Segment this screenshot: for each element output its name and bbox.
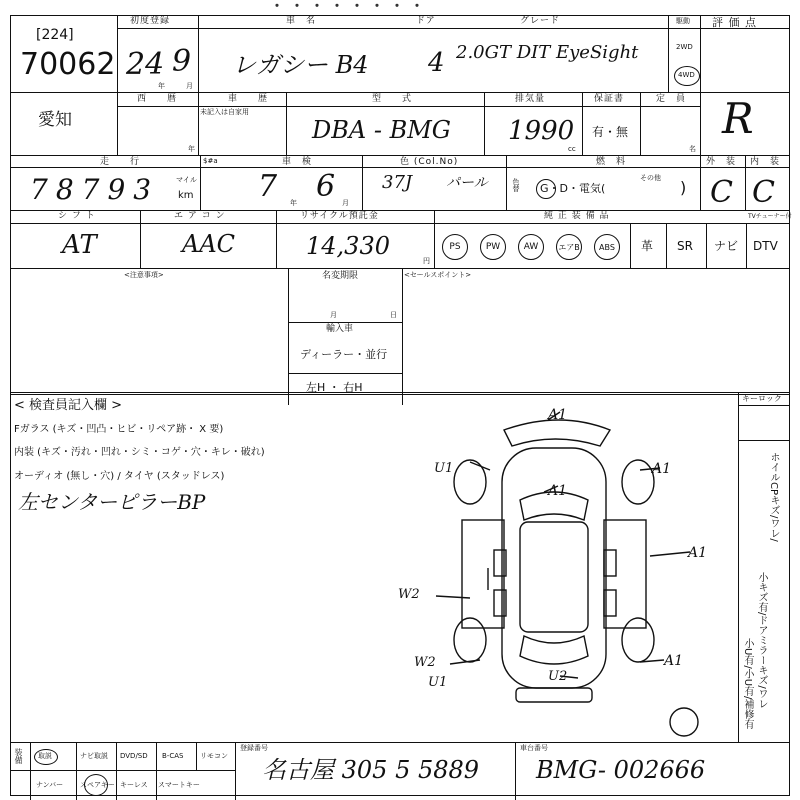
inspection-month: 6 [316, 169, 336, 204]
aircon-label: エ ア コ ン [174, 211, 226, 221]
plate-value: 名古屋 305 5 5889 [262, 756, 480, 784]
equipment-label: 純 正 装 備 品 [544, 211, 610, 221]
name-change-label: 名変期限 [322, 271, 359, 281]
import-label: 輸入車 [326, 324, 354, 334]
doors-value: 4 [428, 48, 445, 78]
mark-1: A1 [548, 407, 568, 423]
mark-6: A1 [688, 545, 708, 561]
rear-wing [504, 420, 610, 446]
equip-dtv: DTV [753, 239, 778, 253]
warranty-label: 保証書 [594, 94, 625, 104]
fuel-label: 燃 料 [596, 157, 627, 167]
legend-3: 小U有/小U有/補修有 [742, 638, 753, 730]
drive-label: 駆動 [676, 17, 690, 25]
era-label: 西 暦 [137, 94, 178, 104]
equip-navi: ナビ [714, 239, 739, 253]
sheet-title: ・・・・・・・・ [270, 0, 430, 15]
mileage-unit-km: km [178, 190, 194, 201]
inspection-year: 7 [258, 169, 278, 204]
inspection-year-unit: 年 [290, 199, 297, 207]
mark-4: U1 [434, 461, 454, 476]
inspector-handwritten: 左センターピラーBP [18, 490, 206, 514]
fuel-close: ) [680, 178, 687, 197]
drive-4wd: 4WD [678, 71, 695, 79]
bottom-item-manual: 取説 [38, 752, 52, 760]
era-unit: 年 [188, 145, 195, 153]
car-name: レガシー B4 [232, 51, 369, 79]
mark-9: U2 [548, 669, 568, 684]
exterior-value: C [710, 175, 733, 210]
color-label: 色 (Col.No) [400, 157, 459, 167]
first-reg-label: 初度登録 [130, 16, 171, 26]
car-name-label: 車 名 [286, 16, 317, 26]
score-value: R [722, 94, 754, 143]
mark-3: A1 [548, 483, 568, 499]
history-note: 未記入は自家用 [200, 108, 249, 116]
bottom-item-plate: ナンバー [36, 781, 64, 789]
inspector-audio: オーディオ (無し・穴) / タイヤ (スタッドレス) [14, 471, 225, 482]
name-change-day: 日 [390, 311, 397, 319]
sales-point-label: <セールスポイント> [404, 271, 472, 279]
shift-value: AT [62, 230, 97, 260]
right-panel [604, 520, 646, 628]
manual-circle [34, 749, 58, 765]
interior-label: 内 装 [750, 157, 781, 167]
aircon-value: AAC [182, 230, 236, 258]
mark-lines [436, 412, 690, 678]
bottom-item-remote: リモコン [200, 752, 228, 760]
capacity-unit: 名 [689, 145, 696, 153]
score-label: 評 価 点 [712, 16, 757, 29]
displacement-label: 排気量 [515, 94, 546, 104]
import-dealer: ディーラー・並行 [300, 348, 388, 361]
equip-pw: PW [480, 234, 506, 260]
recycle-unit: 円 [423, 257, 430, 265]
shift-label: シ フ ト [58, 211, 96, 221]
drive-2wd: 2WD [676, 43, 693, 51]
inspector-interior: 内装 (キズ・汚れ・凹れ・シミ・コゲ・穴・キレ・破れ) [14, 447, 265, 458]
bottom-item-keyless: キーレス [120, 781, 148, 789]
exterior-label: 外 装 [706, 157, 737, 167]
doors-label: ドア [416, 16, 436, 26]
first-reg-month-unit: 月 [186, 82, 193, 90]
inspection-month-unit: 月 [342, 199, 349, 207]
displacement-unit: cc [568, 145, 576, 153]
key-lock-label: キーロック [742, 394, 782, 403]
spare-circle [670, 708, 698, 736]
equip-abs: ABS [594, 234, 620, 260]
mark-2: A1 [652, 461, 672, 477]
equip-sunroof: SR [677, 239, 693, 253]
recycle-label: リサイクル預託金 [300, 211, 379, 221]
grade-label: グレード [520, 16, 561, 26]
chassis-label: 車台番号 [520, 744, 548, 752]
equip-ps: PS [442, 234, 468, 260]
left-panel [462, 520, 504, 628]
bottom-item-navi-manual: ナビ取説 [80, 752, 108, 760]
chassis-value: BMG- 002666 [536, 756, 706, 784]
color-name: パール [446, 175, 488, 191]
equip-aw: AW [518, 234, 544, 260]
warranty-value: 有・無 [592, 125, 629, 139]
bottom-item-dvd: DVD/SD [120, 752, 148, 760]
inspector-label: < 検査員記入欄 > [14, 398, 123, 413]
sa-label: $#a [203, 157, 218, 165]
inspector-glass: Fガラス (キズ・凹凸・ヒビ・リペア跡・ X 要) [14, 424, 224, 435]
equip-airbag: エアB [556, 234, 582, 260]
wheel-rr [622, 618, 654, 662]
wheel-fr [622, 460, 654, 504]
import-handle: 左H ・ 右H [306, 381, 363, 394]
lot-tag: [224] [36, 27, 74, 43]
inspection-label: 車 検 [282, 157, 313, 167]
interior-value: C [752, 175, 775, 210]
fuel-other: その他 [640, 174, 661, 182]
mark-7: W2 [414, 655, 436, 670]
bottom-item-smartkey: スマートキー [158, 781, 200, 789]
bottom-item-spare: スペアキー [80, 781, 115, 789]
spare-key-circle [84, 774, 108, 796]
lot-number: 70062 [20, 47, 116, 82]
mileage-label: 走 行 [100, 157, 141, 167]
displacement-value: 1990 [508, 116, 575, 146]
fuel-value: G・D・電気( [540, 182, 606, 195]
equip-leather: 革 [641, 239, 654, 253]
legend-2: 小キズ有/ドアミラーキズ/ワレ [756, 572, 767, 709]
legend-1: ホイルCPキズ/ワレ/ [768, 452, 779, 542]
first-reg-month: 9 [172, 44, 192, 79]
first-reg-year-unit: 年 [158, 82, 165, 90]
mark-10: A1 [664, 653, 684, 669]
roof [520, 522, 588, 632]
capacity-label: 定 員 [656, 94, 687, 104]
color-code: 37J [382, 172, 413, 193]
plate-label: 登録番号 [240, 744, 268, 752]
region: 愛知 [38, 110, 72, 130]
rear-window [520, 636, 588, 664]
model-label: 型 式 [372, 94, 413, 104]
wheel-rl [454, 618, 486, 662]
bottom-row-label: 装備 [14, 748, 23, 764]
name-change-month: 月 [330, 311, 337, 319]
grade-value: 2.0GT DIT EyeSight [456, 42, 639, 63]
tv-tuner-label: TVチューナー付 [748, 213, 792, 220]
front-bumper [516, 688, 592, 702]
mark-8: U1 [428, 675, 448, 690]
color-swap-label: 色替 [512, 178, 520, 192]
mileage-value: 78793 [30, 173, 160, 206]
mark-5: W2 [398, 587, 420, 602]
mileage-unit-mile: マイル [176, 176, 197, 184]
notes-label: <注意事項> [124, 271, 164, 279]
first-reg-year: 24 [126, 47, 165, 82]
history-label: 車 歴 [228, 94, 269, 104]
model-value: DBA - BMG [312, 116, 451, 144]
recycle-value: 14,330 [306, 232, 390, 260]
bottom-item-bcas: B-CAS [162, 752, 184, 760]
